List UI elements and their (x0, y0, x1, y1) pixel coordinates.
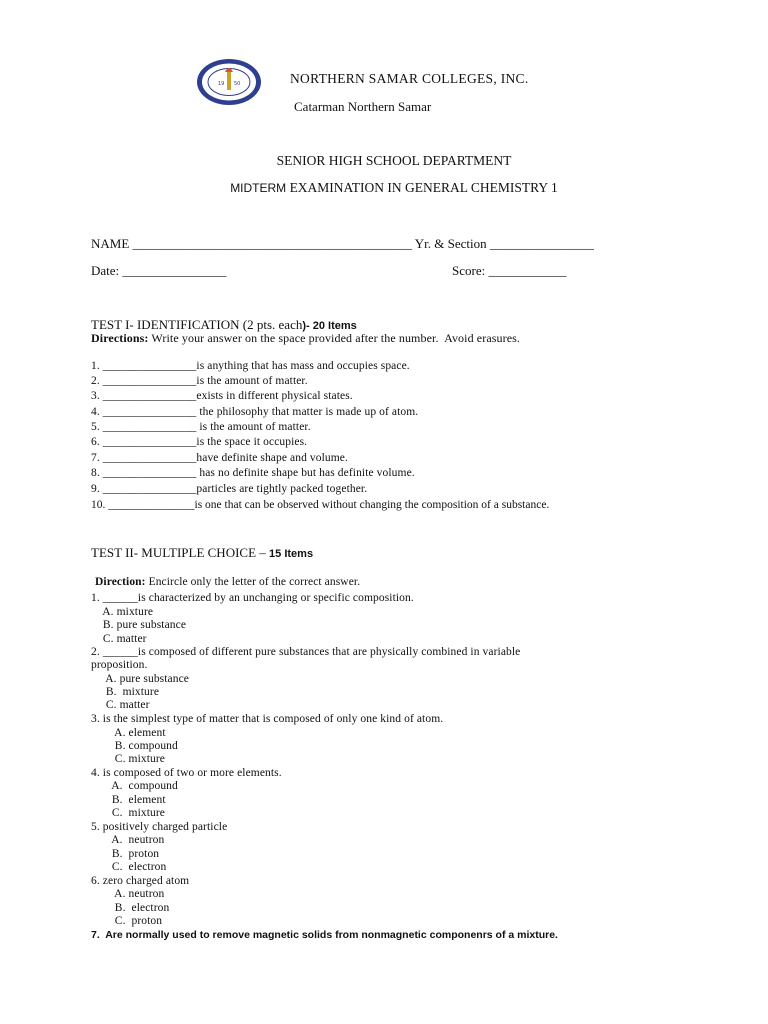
test1-item-10: 10. _______________is one that can be observed without changing the composition of a substance. (91, 499, 550, 511)
test2-line: 1. ______is characterized by an unchanging or specific composition. (91, 592, 414, 604)
test2-line: C. matter (91, 699, 150, 711)
test2-line: B. electron (91, 902, 170, 914)
test1-directions (91, 331, 520, 346)
school-seal-logo (196, 58, 262, 106)
test1-item: 1. ________________is anything that has mass and occupies space. (91, 360, 410, 372)
exam-title (0, 180, 768, 196)
test2-line: B. proton (91, 848, 160, 860)
test1-heading-a: TEST I- IDENTIFICATION ( (91, 317, 248, 332)
test1-item: 5. ________________ is the amount of matter. (91, 421, 311, 433)
test2-line: proposition. (91, 659, 148, 671)
test2-line: C. mixture (91, 807, 165, 819)
test2-line: C. matter (91, 633, 147, 645)
test2-heading-b: 15 Items (269, 548, 314, 560)
school-name: NORTHERN SAMAR COLLEGES, INC. (290, 71, 529, 86)
test2-direction-label: Direction: (95, 576, 146, 588)
test2-line: B. element (91, 794, 166, 806)
test2-line: 2. ______is composed of different pure substances that are physically combined in variable (91, 646, 521, 658)
test2-line: A. neutron (91, 834, 165, 846)
test2-line: B. pure substance (91, 619, 187, 631)
test1-item: 2. ________________is the amount of matter. (91, 375, 308, 387)
test2-line: C. electron (91, 861, 167, 873)
test2-line: 6. zero charged atom (91, 875, 190, 887)
test1-heading-c: )- 20 Items (302, 320, 357, 332)
test2-line: A. neutron (91, 888, 165, 900)
school-address: Catarman Northern Samar (294, 99, 432, 114)
name-section-field[interactable]: NAME ___________________________________________ Yr. & Section ________________ (91, 236, 594, 251)
test2-line: A. compound (91, 780, 178, 792)
test2-line: A. mixture (91, 606, 154, 618)
test2-heading-a: TEST II- MULTIPLE CHOICE – (91, 545, 270, 560)
test1-heading-b: 2 pts. each (247, 317, 303, 332)
seal-year-right: 50 (234, 81, 241, 87)
test1-directions-text: Write your answer on the space provided after the number. Avoid erasures. (148, 331, 521, 345)
score-field[interactable]: Score: ____________ (452, 263, 567, 278)
date-field[interactable]: Date: ________________ (91, 263, 227, 278)
test2-heading (91, 545, 313, 561)
test2-line: C. proton (91, 915, 163, 927)
test1-item: 8. ________________ has no definite shape but has definite volume. (91, 467, 415, 479)
test1-item: 4. ________________ the philosophy that matter is made up of atom. (91, 406, 419, 418)
test2-line: 5. positively charged particle (91, 821, 228, 833)
test2-item-7: 7. Are normally used to remove magnetic solids from nonmagnetic componenrs of a mixture. (91, 929, 558, 941)
test2-line: 4. is composed of two or more elements. (91, 767, 282, 779)
test1-item: 6. ________________is the space it occupies. (91, 436, 308, 448)
test2-line: C. mixture (91, 753, 165, 765)
test2-direction (95, 576, 360, 588)
test2-line: B. mixture (91, 686, 160, 698)
test1-item: 7. ________________have definite shape and volume. (91, 452, 348, 464)
test1-item: 3. ________________exists in different physical states. (91, 390, 353, 402)
exam-title-prefix: MIDTERM (230, 181, 287, 195)
test2-line: B. compound (91, 740, 178, 752)
seal-year-left: 19 (218, 81, 225, 87)
test2-direction-text: Encircle only the letter of the correct answer. (145, 576, 361, 588)
exam-title-rest: EXAMINATION IN GENERAL CHEMISTRY 1 (286, 180, 558, 195)
test2-line: A. pure substance (91, 673, 190, 685)
test2-line: 3. is the simplest type of matter that is composed of only one kind of atom. (91, 713, 444, 725)
test2-line: A. element (91, 727, 166, 739)
department-title: SENIOR HIGH SCHOOL DEPARTMENT (276, 153, 512, 168)
test1-item: 9. ________________particles are tightly packed together. (91, 483, 368, 495)
test1-directions-label: Directions: (91, 331, 149, 345)
